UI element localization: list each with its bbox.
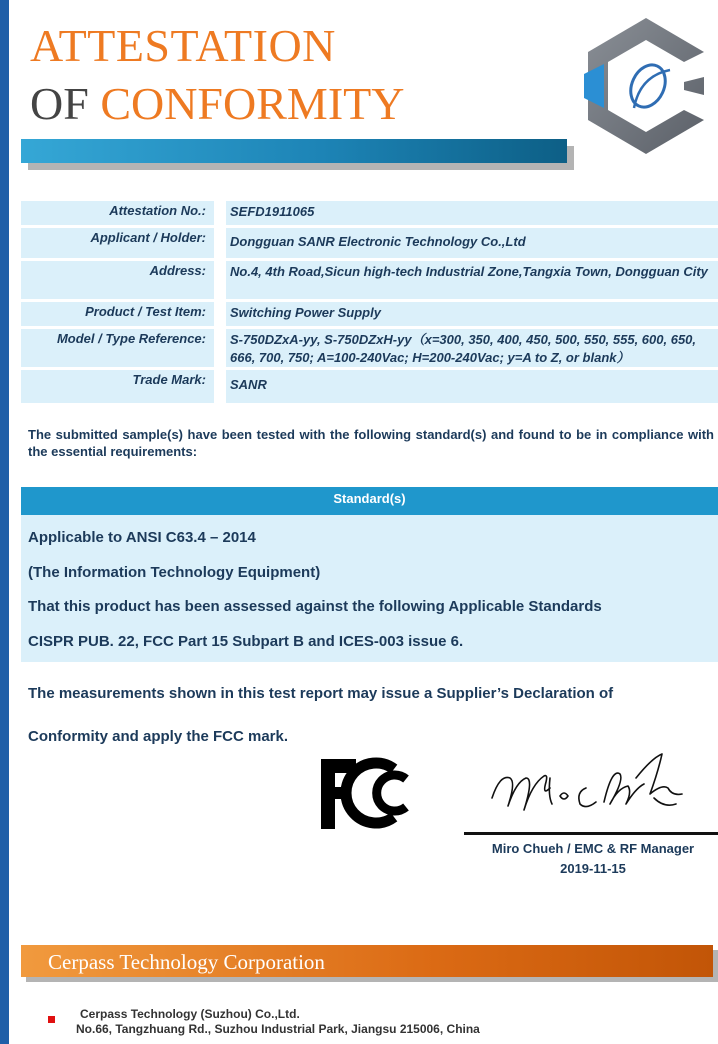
trade-mark-label: Trade Mark: [21,367,226,403]
company-name: Cerpass Technology Corporation [48,950,325,974]
model-label: Model / Type Reference: [21,326,226,367]
attestation-no-label: Attestation No.: [21,201,226,225]
measurements-line-1: The measurements shown in this test report may issue a Supplier’s Declaration of [28,685,614,702]
attestation-no-value: SEFD1911065 [226,201,718,225]
table-row [21,299,718,326]
signature-line [464,832,718,835]
signature-date: 2019-11-15 [560,861,626,876]
measurements-line-2: Conformity and apply the FCC mark. [28,728,289,745]
standard-line-4: CISPR PUB. 22, FCC Part 15 Subpart B and ICES-003 issue 6. [28,633,464,650]
table-row [21,225,718,258]
standards-header: Standard(s) [21,487,718,515]
standard-line-3: That this product has been assessed against the following Applicable Standards [28,598,602,615]
address-value: No.4, 4th Road,Sicun high-tech Industrial Zone,Tangxia Town, Dongguan City [226,258,718,299]
product-value: Switching Power Supply [226,299,718,326]
attestation-info-table [21,201,718,403]
header-bar [21,139,567,163]
signer-block [470,839,716,879]
applicant-value: Dongguan SANR Electronic Technology Co.,Ltd [226,225,718,258]
table-row [21,367,718,403]
cerpass-hexagon-logo-icon [584,16,708,156]
branch-name: Cerpass Technology (Suzhou) Co.,Ltd. [80,1007,300,1021]
fcc-mark-icon [308,755,418,831]
table-row [21,326,718,367]
table-row [21,258,718,299]
applicant-label: Applicant / Holder: [21,225,226,258]
table-row [21,201,718,225]
trade-mark-value: SANR [226,367,718,403]
model-value: S-750DZxA-yy, S-750DZxH-yy（x=300, 350, 400, 450, 500, 550, 555, 600, 650, 666, 700, 750; A=100-240Vac; H=200-240Vac; y=A to Z, or blank） [226,326,718,367]
compliance-statement: The submitted sample(s) have been tested with the following standard(s) and found to be in compliance with the essential requirements: [28,427,714,459]
handwritten-signature [486,748,696,828]
bullet-icon [48,1016,55,1023]
address-label: Address: [21,258,226,299]
standard-line-1: Applicable to ANSI C63.4 – 2014 [28,529,256,546]
branch-address: No.66, Tangzhuang Rd., Suzhou Industrial Park, Jiangsu 215006, China [76,1022,480,1036]
document-title-line1: ATTESTATION [30,20,336,71]
standard-line-2: (The Information Technology Equipment) [28,564,321,581]
left-accent-stripe [0,0,9,1044]
title-conformity: CONFORMITY [100,78,405,129]
signer-name: Miro Chueh / EMC & RF Manager [491,841,695,856]
product-label: Product / Test Item: [21,299,226,326]
title-of: OF [30,78,89,129]
document-title-line2 [30,76,404,132]
